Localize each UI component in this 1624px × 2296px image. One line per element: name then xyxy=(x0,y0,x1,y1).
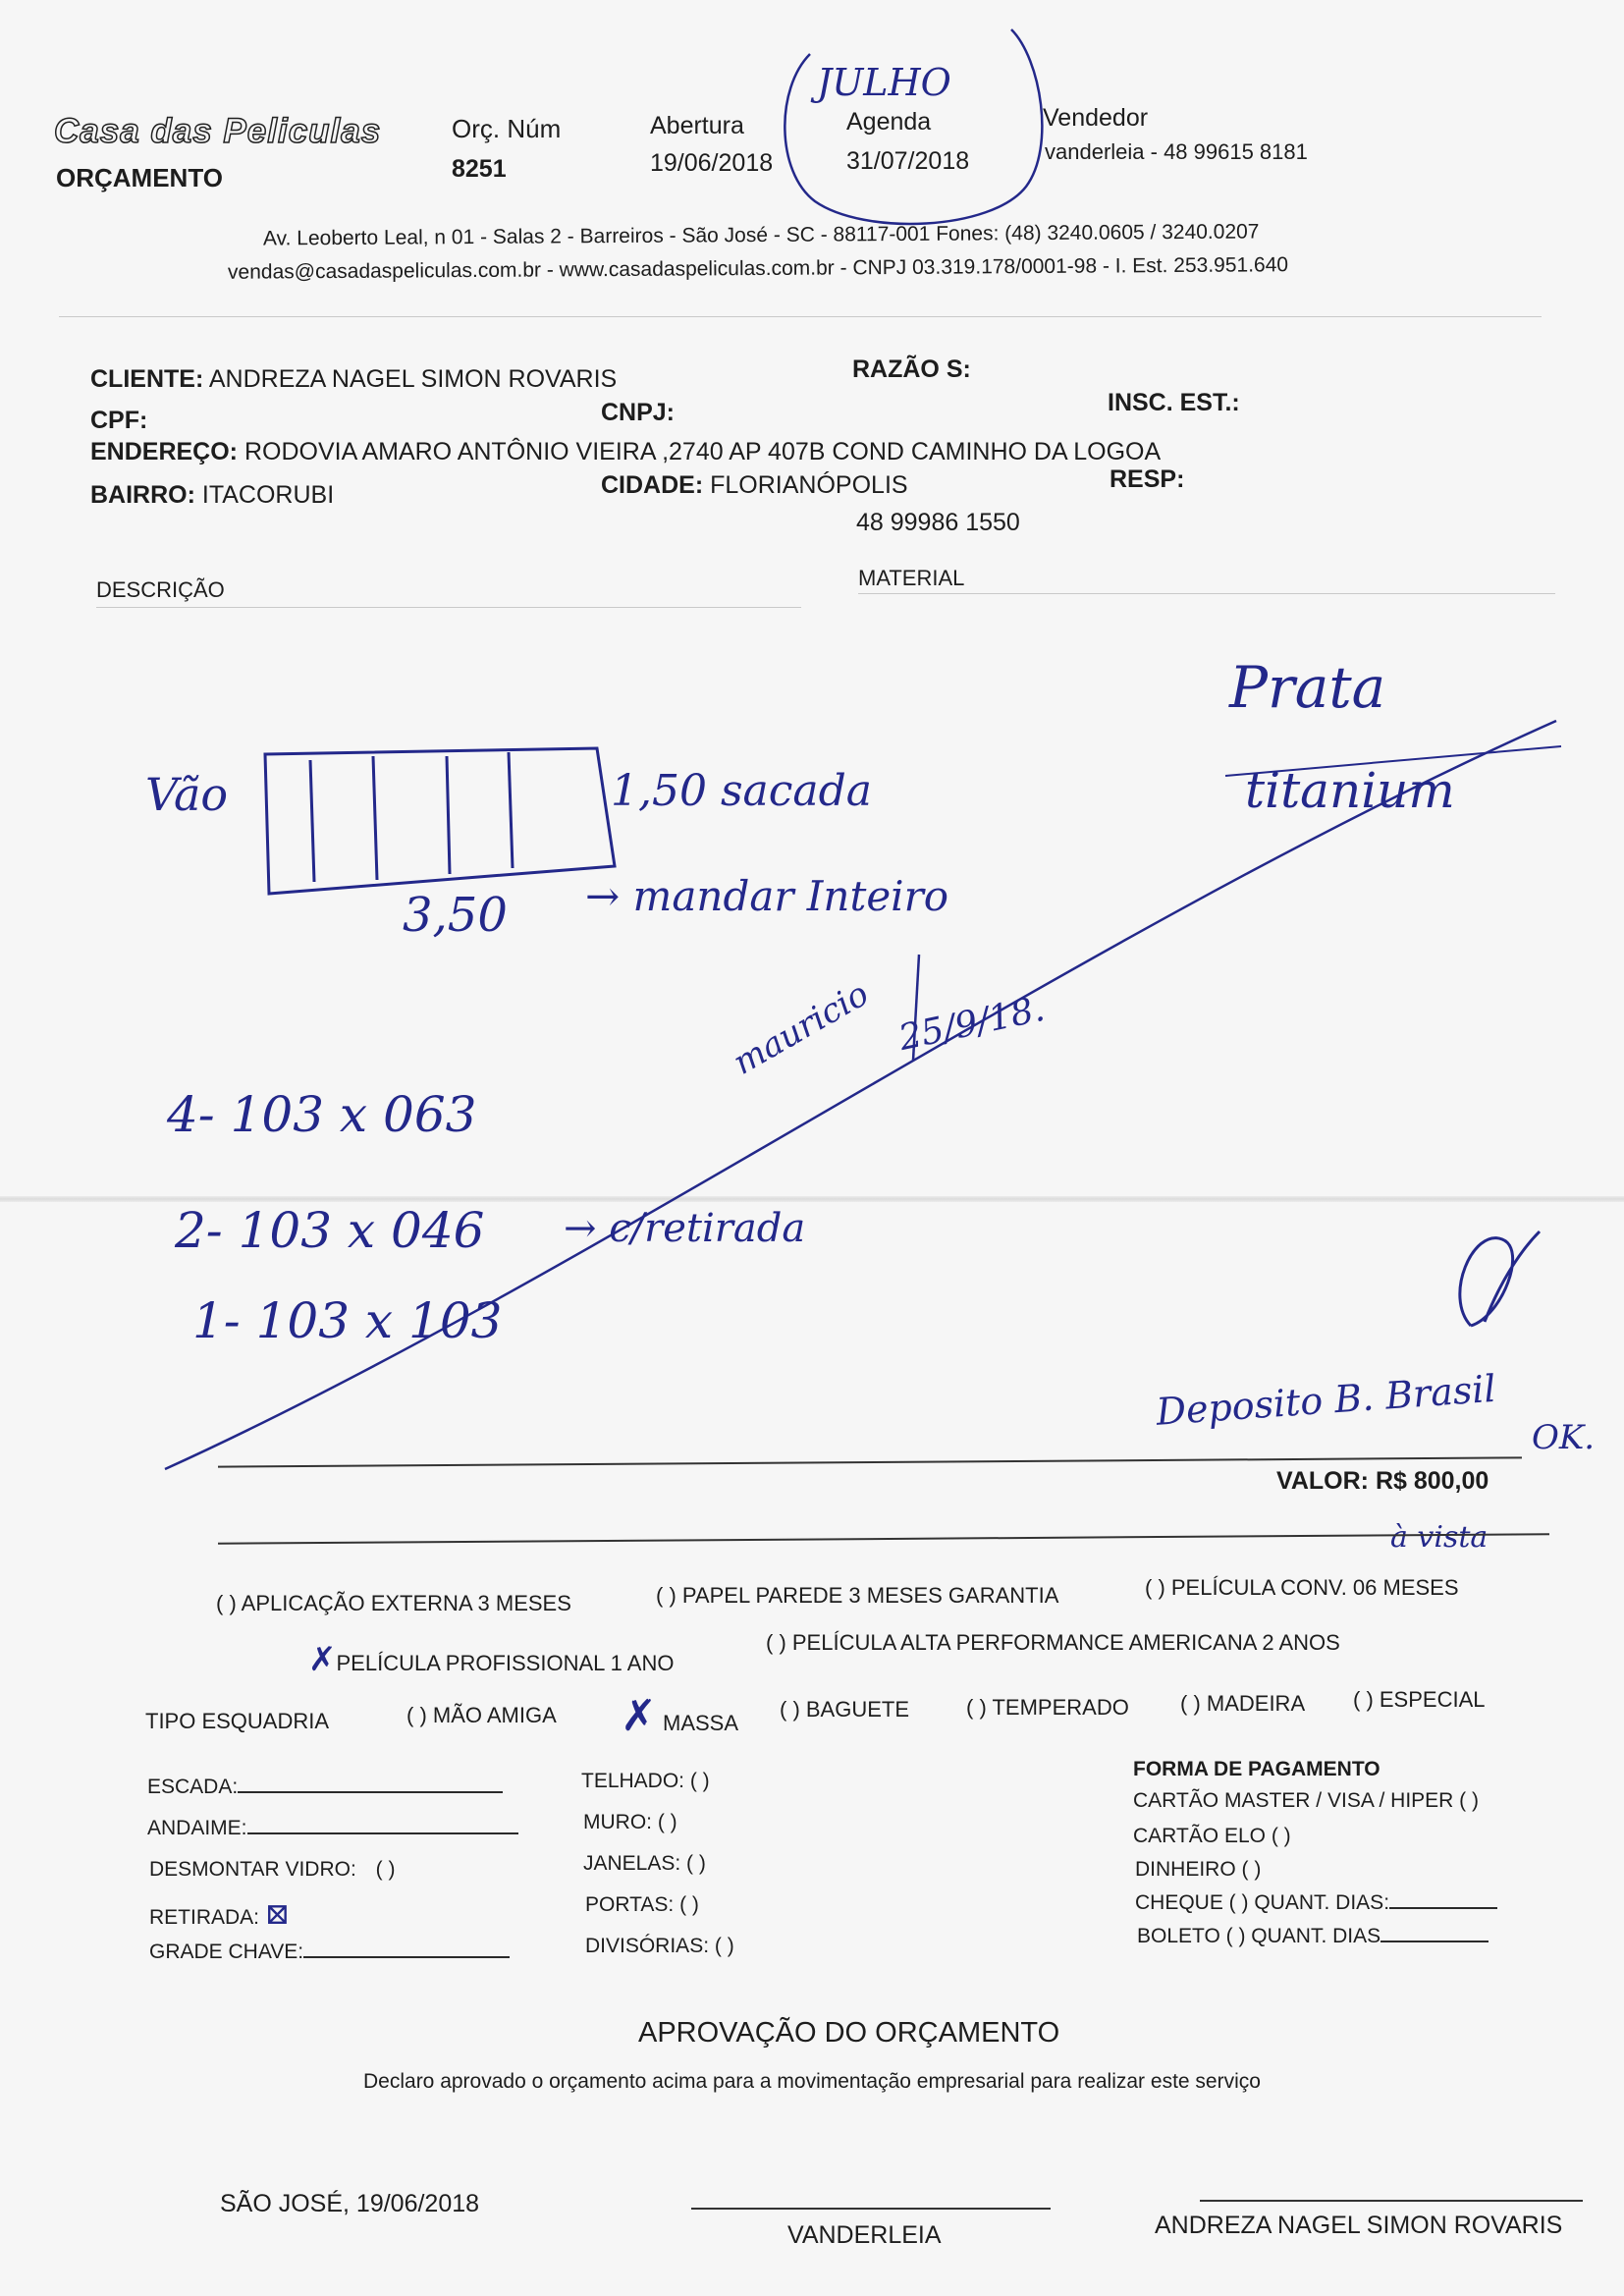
opt-conv: ( ) PELÍCULA CONV. 06 MESES xyxy=(1145,1575,1459,1600)
extra-grade-label: GRADE CHAVE: xyxy=(149,1941,304,1963)
esq-especial: ( ) ESPECIAL xyxy=(1353,1687,1486,1712)
valor-rule-top xyxy=(218,1456,1522,1467)
agenda-label: Agenda xyxy=(846,108,932,136)
cliente-value: ANDREZA NAGEL SIMON ROVARIS xyxy=(208,365,618,393)
pag-cartao-master: CARTÃO MASTER / VISA / HIPER ( ) xyxy=(1133,1789,1480,1812)
extra-andaime-label: ANDAIME: xyxy=(147,1817,247,1839)
pag-dinheiro: DINHEIRO ( ) xyxy=(1135,1858,1262,1881)
vendedor-value: vanderleia - 48 99615 8181 xyxy=(1045,139,1308,164)
sign-name-1: VANDERLEIA xyxy=(787,2221,942,2249)
sign-line-2 xyxy=(1200,2200,1583,2202)
opt-papel: ( ) PAPEL PAREDE 3 MESES GARANTIA xyxy=(656,1583,1059,1608)
hand-mandar: → mandar Inteiro xyxy=(585,872,948,920)
valor-label: VALOR: xyxy=(1276,1467,1369,1495)
hand-vao: Vão xyxy=(145,768,229,821)
razao-label: RAZÃO S: xyxy=(852,355,971,383)
cliente-label: CLIENTE: xyxy=(90,365,204,393)
client-phone: 48 99986 1550 xyxy=(856,509,1020,536)
pag-boleto: BOLETO ( ) QUANT. DIAS xyxy=(1137,1925,1381,1947)
agenda-date: 31/07/2018 xyxy=(846,147,970,175)
descricao-label: DESCRIÇÃO xyxy=(96,577,225,602)
descricao-rule xyxy=(96,607,801,608)
extra-retirada-label: RETIRADA: xyxy=(149,1906,260,1929)
hand-signature: mauricio xyxy=(727,974,876,1083)
cpf-label: CPF: xyxy=(90,407,148,434)
sign-name-2: ANDREZA NAGEL SIMON ROVARIS xyxy=(1155,2212,1563,2239)
pagamento-title: FORMA DE PAGAMENTO xyxy=(1133,1758,1380,1780)
extra-escada-line xyxy=(238,1791,503,1793)
hand-largura: 3,50 xyxy=(403,888,508,943)
vendedor-label: Vendedor xyxy=(1043,104,1149,132)
opt-alta: ( ) PELÍCULA ALTA PERFORMANCE AMERICANA 2 ANOS xyxy=(766,1630,1340,1655)
bairro-label: BAIRRO: xyxy=(90,481,195,509)
material-label: MATERIAL xyxy=(858,566,965,590)
pag-cheque-line xyxy=(1389,1907,1497,1909)
bairro-row xyxy=(90,481,334,510)
valor-rule-bottom xyxy=(218,1533,1549,1544)
valor-row xyxy=(1276,1467,1489,1496)
hand-vista: à vista xyxy=(1390,1520,1489,1555)
extra-escada xyxy=(147,1776,503,1799)
extra-muro: MURO: ( ) xyxy=(583,1811,677,1833)
check-scribble xyxy=(1460,1231,1540,1326)
hand-prata: Prata xyxy=(1229,654,1386,721)
endereco-row xyxy=(90,438,1161,466)
extra-andaime-line xyxy=(247,1832,518,1834)
approval-title: APROVAÇÃO DO ORÇAMENTO xyxy=(638,2017,1060,2049)
hand-date-note: 25/9/18. xyxy=(895,988,1049,1060)
abertura-label: Abertura xyxy=(650,112,744,139)
pag-cartao-elo: CARTÃO ELO ( ) xyxy=(1133,1825,1291,1847)
opt-profissional-check: ✗ xyxy=(308,1640,337,1679)
cidade-row xyxy=(601,471,908,500)
extra-retirada-check: ⊠ xyxy=(264,1897,290,1932)
hand-deposito: Deposito B. Brasil xyxy=(1155,1366,1497,1434)
extra-portas: PORTAS: ( ) xyxy=(585,1893,699,1916)
extra-divisorias: DIVISÓRIAS: ( ) xyxy=(585,1935,734,1957)
endereco-label: ENDEREÇO: xyxy=(90,438,239,465)
extra-janelas: JANELAS: ( ) xyxy=(583,1852,706,1875)
hand-altura: 1,50 sacada xyxy=(611,766,873,816)
cliente-row xyxy=(90,365,617,394)
orc-number: 8251 xyxy=(452,155,507,183)
abertura-date: 19/06/2018 xyxy=(650,149,774,177)
esq-baguete: ( ) BAGUETE xyxy=(780,1697,910,1722)
cidade-value: FLORIANÓPOLIS xyxy=(710,471,908,499)
hand-titanium: titanium xyxy=(1245,762,1455,819)
opt-profissional-row xyxy=(308,1640,674,1679)
sign-line-1 xyxy=(691,2208,1051,2210)
approval-text: Declaro aprovado o orçamento acima para a movimentação empresarial para realizar este serviço xyxy=(363,2070,1261,2093)
hand-line-1: 4- 103 x 063 xyxy=(167,1086,477,1143)
cnpj-label: CNPJ: xyxy=(601,399,676,426)
address-line-2: vendas@casadaspeliculas.com.br - www.casadaspeliculas.com.br - CNPJ 03.319.178/0001-98 - I. Est. 253.951.640 xyxy=(227,253,1289,284)
approval-place-date: SÃO JOSÉ, 19/06/2018 xyxy=(220,2190,480,2217)
esq-massa-check: ✗ xyxy=(621,1691,657,1741)
window-sketch xyxy=(265,748,615,894)
opt-aplicacao: ( ) APLICAÇÃO EXTERNA 3 MESES xyxy=(216,1591,571,1615)
pag-cheque-row xyxy=(1135,1891,1497,1915)
brand-logo: Casa das Peliculas xyxy=(54,112,382,150)
pag-cheque: CHEQUE ( ) QUANT. DIAS: xyxy=(1135,1891,1390,1914)
extra-desmontar xyxy=(149,1858,395,1882)
hand-line-2: 2- 103 x 046 xyxy=(175,1202,485,1259)
material-rule xyxy=(858,593,1555,594)
resp-label: RESP: xyxy=(1110,465,1185,493)
orc-label: Orç. Núm xyxy=(452,114,562,143)
esq-temperado: ( ) TEMPERADO xyxy=(966,1695,1129,1720)
esq-massa-row xyxy=(621,1691,738,1741)
hand-ok: OK. xyxy=(1532,1418,1596,1457)
extra-retirada xyxy=(149,1897,290,1932)
pag-boleto-row xyxy=(1137,1925,1489,1948)
header-divider xyxy=(59,316,1542,317)
extra-desmontar-box: ( ) xyxy=(375,1858,396,1881)
extra-escada-label: ESCADA: xyxy=(147,1776,239,1798)
hand-line-3: 1- 103 x 103 xyxy=(192,1292,503,1349)
esquadria-label: TIPO ESQUADRIA xyxy=(145,1709,330,1733)
pag-boleto-line xyxy=(1380,1941,1489,1942)
bairro-value: ITACORUBI xyxy=(201,481,335,509)
address-line-1: Av. Leoberto Leal, n 01 - Salas 2 - Barreiros - São José - SC - 88117-001 Fones: (48) 3240.0605 / 3240.0207 xyxy=(262,220,1260,250)
agenda-note: JULHO xyxy=(817,61,951,104)
esq-madeira: ( ) MADEIRA xyxy=(1180,1691,1306,1716)
hand-retirada: → c/retirada xyxy=(564,1206,806,1251)
doc-type: ORÇAMENTO xyxy=(56,163,223,192)
endereco-value: RODOVIA AMARO ANTÔNIO VIEIRA ,2740 AP 407B COND CAMINHO DA LOGOA xyxy=(244,438,1162,465)
esq-mao-amiga: ( ) MÃO AMIGA xyxy=(406,1703,557,1727)
extra-desmontar-label: DESMONTAR VIDRO: xyxy=(149,1858,356,1881)
esq-massa-label: MASSA xyxy=(663,1711,739,1735)
cidade-label: CIDADE: xyxy=(601,471,704,499)
opt-profissional-label: PELÍCULA PROFISSIONAL 1 ANO xyxy=(336,1651,675,1675)
extra-telhado: TELHADO: ( ) xyxy=(581,1770,710,1792)
insc-label: INSC. EST.: xyxy=(1108,389,1240,416)
extra-grade xyxy=(149,1941,510,1964)
extra-andaime xyxy=(147,1817,518,1840)
extra-grade-line xyxy=(303,1956,510,1958)
valor-amount: R$ 800,00 xyxy=(1375,1467,1489,1495)
